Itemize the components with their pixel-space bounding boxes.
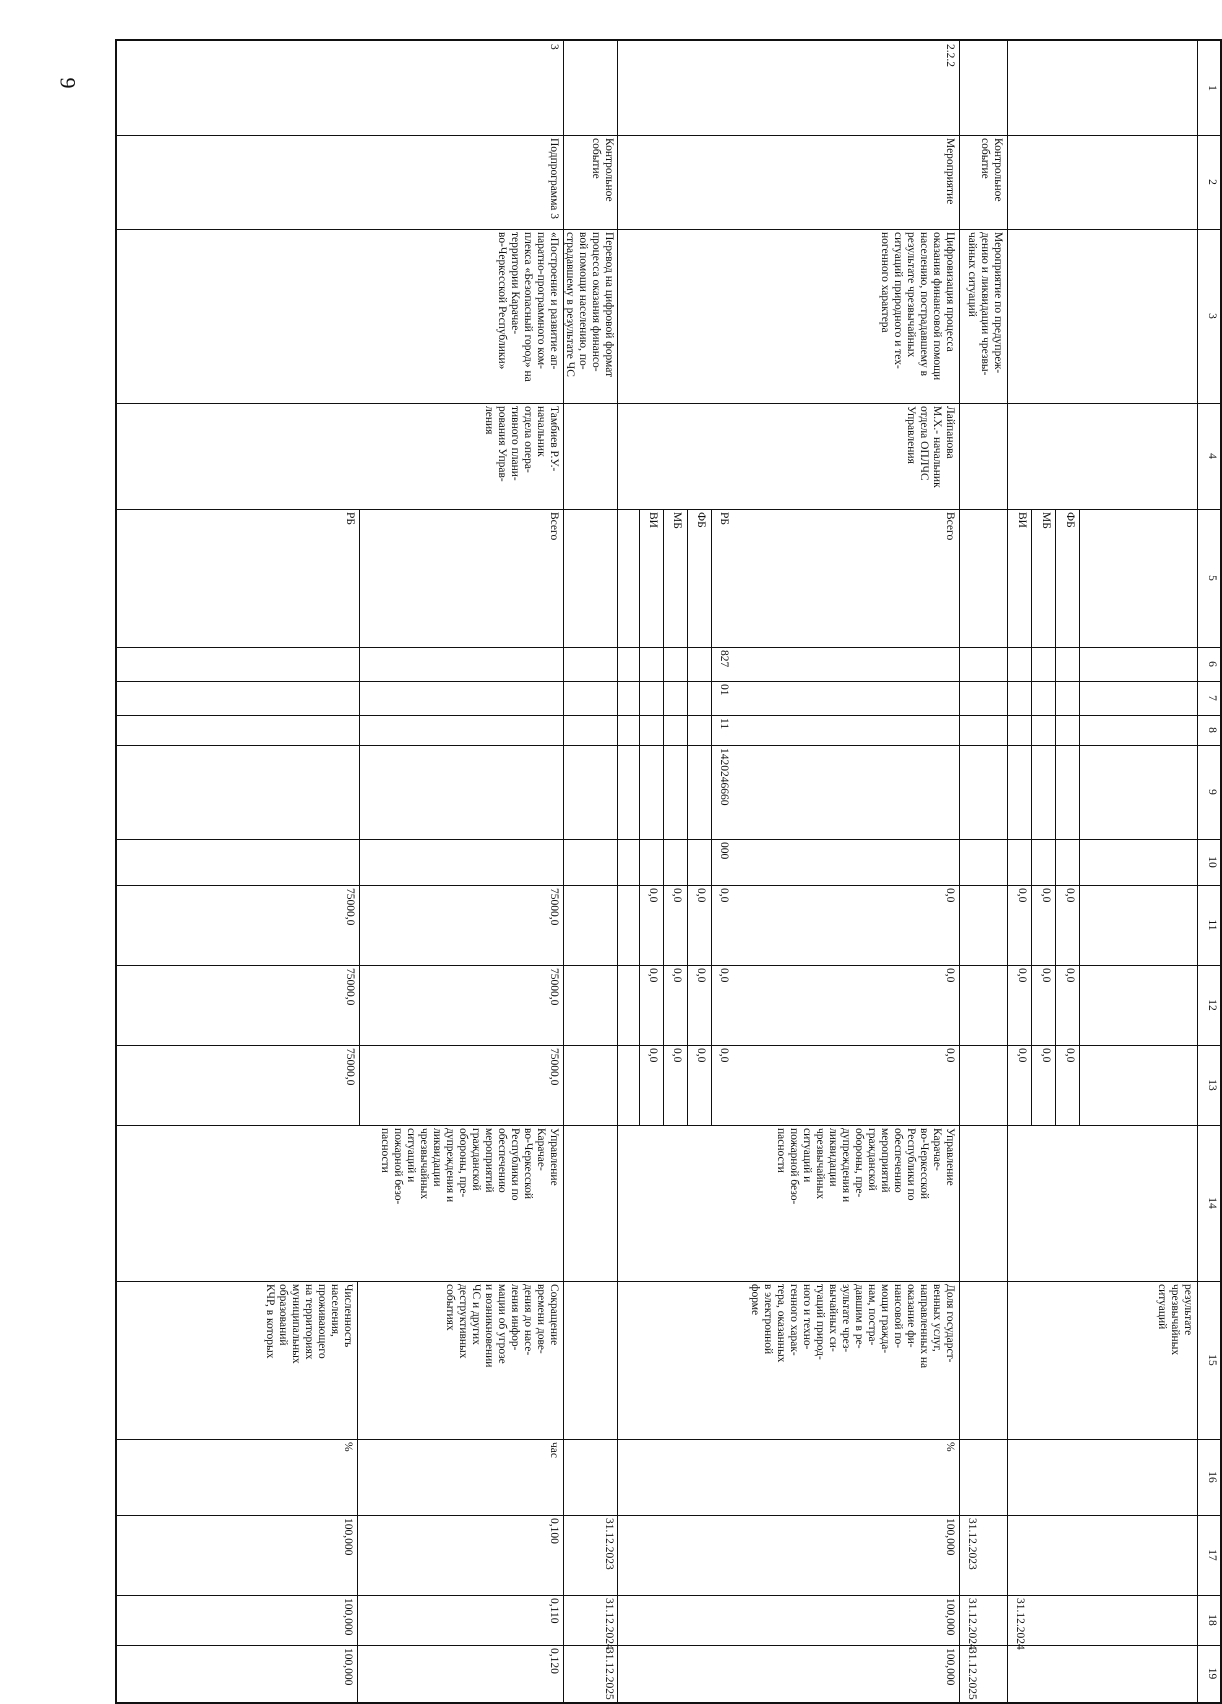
r6-responsible: Тамбиев Р.У.- начальник отдела опера- тивного плани- рования Управ- ления [483, 406, 560, 482]
r4-rb-vr: 000 [718, 842, 730, 860]
r6-unit-2: % [342, 1442, 354, 1452]
r4-value-17: 100,000 [944, 1518, 956, 1556]
sub-row-divider [711, 509, 712, 1125]
r2-src-mb: МБ [1040, 512, 1052, 529]
row-divider [1197, 39, 1198, 1704]
r2-c11-vi: 0,0 [1016, 888, 1028, 903]
r4-value-19: 100,000 [944, 1648, 956, 1686]
r2-date-18: 31.12.2024 [1014, 1598, 1026, 1650]
r4-vi-13: 0,0 [647, 1048, 659, 1063]
r4-rb-13: 0,0 [718, 1048, 730, 1063]
r3-name: Мероприятие по предупреж- дению и ликвидации чрезвы- чайных ситуаций [966, 232, 1004, 376]
r6-value2-18: 100,000 [342, 1598, 354, 1636]
r5-date-17: 31.12.2023 [603, 1518, 615, 1570]
col-header-18: 18 [1206, 1614, 1218, 1626]
r6-src-rb: РБ [344, 512, 356, 525]
r2-c11-fb: 0,0 [1064, 888, 1076, 903]
r5-date-19: 31.12.2025 [603, 1648, 615, 1700]
col-divider [115, 1439, 1222, 1440]
sub-row-divider [359, 509, 360, 1125]
r4-indicator: Доля государст- венных услуг, направленных на оказание фи- нансовой по- мощи гражда- нам, постра- давшим в ре- зультате чрез- вычайных си- туаций природ- ного и техно- генного харак- тера, оказанных в электронной форме [749, 1284, 956, 1369]
r4-fb-13: 0,0 [695, 1048, 707, 1063]
r1-indicator: результате чрезвычайных ситуаций [1156, 1284, 1194, 1356]
r4-mb-11: 0,0 [671, 888, 683, 903]
row-divider [959, 39, 960, 1704]
row-divider [617, 39, 618, 1704]
r2-c11-mb: 0,0 [1040, 888, 1052, 903]
r4-number: 2.2.2 [944, 44, 956, 67]
col-divider [115, 229, 1222, 230]
r4-src-mb: МБ [671, 512, 683, 529]
r6-value-18: 0,110 [548, 1598, 560, 1624]
sub-row-divider [1031, 509, 1032, 1125]
r6-rb-12: 75000,0 [344, 968, 356, 1006]
r6-value2-17: 100,000 [342, 1518, 354, 1556]
r6-number: 3 [548, 44, 560, 50]
r2-c13-vi: 0,0 [1016, 1048, 1028, 1063]
r4-mb-12: 0,0 [671, 968, 683, 983]
r6-executor: Управление Карачае- во-Черкесской Республики по обеспечению мероприятий гражданской обороны, пре- дупреждения и ликвидации чрезвычайных ситуаций и пожарной безо- пасности [379, 1128, 560, 1205]
col-header-1: 1 [1206, 85, 1218, 91]
r4-type: Мероприятие [944, 138, 956, 205]
col-header-3: 3 [1206, 313, 1218, 319]
col-header-6: 6 [1206, 661, 1218, 667]
r4-rb-12: 0,0 [718, 968, 730, 983]
r6-value2-19: 100,000 [342, 1648, 354, 1686]
col-divider [115, 1595, 1222, 1596]
r3-date-18: 31.12.2024 [966, 1598, 978, 1650]
r4-vi-11: 0,0 [647, 888, 659, 903]
col-header-8: 8 [1206, 727, 1218, 733]
r4-rb-rz: 01 [718, 684, 730, 696]
table-border-bottom [115, 39, 117, 1704]
col-header-12: 12 [1206, 999, 1218, 1011]
r6-total-13: 75000,0 [548, 1048, 560, 1086]
r3-type: Контрольное событие [979, 138, 1004, 202]
r4-total-label: Всего [944, 512, 956, 541]
r5-date-18: 31.12.2024 [603, 1598, 615, 1650]
col-divider [115, 1645, 1222, 1646]
col-divider [115, 1281, 1222, 1282]
r2-src-fb: ФБ [1064, 512, 1076, 528]
col-header-11: 11 [1206, 919, 1218, 931]
col-header-16: 16 [1206, 1471, 1218, 1483]
col-header-19: 19 [1206, 1667, 1218, 1680]
r4-rb-pr: 11 [718, 718, 730, 730]
r4-src-vi: ВИ [647, 512, 659, 528]
budget-table [115, 39, 1222, 1704]
r6-name: «Построение и развитие ап- паратно-программного ком- плекса «Безопасный город» на территории Карачае- во-Черкесской Республики» [496, 232, 560, 382]
r6-type: Подпрограмма 3 [548, 138, 560, 220]
r2-c12-vi: 0,0 [1016, 968, 1028, 983]
col-divider [115, 1125, 1222, 1126]
col-header-4: 4 [1206, 453, 1218, 459]
r4-rb-11: 0,0 [718, 888, 730, 903]
sub-row-divider [1079, 509, 1080, 1125]
r6-total-label: Всего [548, 512, 560, 541]
r6-total-11: 75000,0 [548, 888, 560, 926]
page-number: 9 [55, 77, 81, 89]
r4-fb-11: 0,0 [695, 888, 707, 903]
r4-fb-12: 0,0 [695, 968, 707, 983]
r6-total-12: 75000,0 [548, 968, 560, 1006]
col-header-17: 17 [1206, 1549, 1218, 1561]
col-divider [115, 135, 1222, 136]
col-header-15: 15 [1206, 1354, 1218, 1366]
r2-c13-mb: 0,0 [1040, 1048, 1052, 1063]
r4-unit: % [944, 1442, 956, 1452]
r6-indicator: Сокращение времени дове- дения до насе- ления инфор- мации об угрозе и возникновении ЧС и других деструктивных событиях [444, 1284, 560, 1368]
r6-value-19: 0,120 [548, 1648, 560, 1674]
r3-date-19: 31.12.2025 [966, 1648, 978, 1700]
sub-row-divider [639, 509, 640, 1125]
r4-total-12: 0,0 [944, 968, 956, 983]
r3-date-17: 31.12.2023 [966, 1518, 978, 1570]
col-header-14: 14 [1206, 1197, 1218, 1209]
sub-row-divider [1055, 509, 1056, 1125]
r2-c12-mb: 0,0 [1040, 968, 1052, 983]
col-divider [115, 403, 1222, 404]
r6-rb-11: 75000,0 [344, 888, 356, 926]
r2-c12-fb: 0,0 [1064, 968, 1076, 983]
sub-row-divider [663, 509, 664, 1125]
r4-src-fb: ФБ [695, 512, 707, 528]
row-divider [1007, 39, 1008, 1704]
col-header-13: 13 [1206, 1079, 1218, 1091]
r5-type: Контрольное событие [590, 138, 615, 202]
r4-src-rb: РБ [718, 512, 730, 525]
r4-total-11: 0,0 [944, 888, 956, 903]
r4-rb-grbs: 827 [718, 650, 730, 668]
col-header-2: 2 [1206, 179, 1218, 185]
r5-name: Перевод на цифровой формат процесса оказания финансо- вой помощи населению, по- страдавшему в результате ЧС [564, 232, 615, 378]
r4-vi-12: 0,0 [647, 968, 659, 983]
r2-c13-fb: 0,0 [1064, 1048, 1076, 1063]
table-border-left [115, 39, 1222, 41]
r4-mb-13: 0,0 [671, 1048, 683, 1063]
r2-src-vi: ВИ [1016, 512, 1028, 528]
r6-rb-13: 75000,0 [344, 1048, 356, 1086]
r4-executor: Управление Карачае- во-Черкесской Республики по обеспечению мероприятий гражданской обороны, пре- дупреждения и ликвидации чрезвычайных ситуаций и пожарной безо- пасности [775, 1128, 956, 1205]
r6-indicator-2: Численность населения, проживающего на территориях муниципальных образований КЧР, в которых [264, 1284, 354, 1364]
col-header-9: 9 [1206, 789, 1218, 795]
col-header-10: 10 [1206, 856, 1218, 868]
r6-unit: час [548, 1442, 560, 1458]
sub-row-divider [357, 1281, 358, 1704]
r4-total-13: 0,0 [944, 1048, 956, 1063]
sub-row-divider [687, 509, 688, 1125]
r4-name: Цифровизация процесса оказания финансовой помощи населению, пострадавшему в результате чрезвычайных ситуаций природного и тех- ногенного характера [879, 232, 956, 381]
col-divider [115, 1515, 1222, 1516]
r4-responsible: Лайпанова М.Х.- начальник отдела ОПЛЧС Управления [905, 406, 956, 488]
r4-rb-csr: 1420246660 [718, 748, 730, 806]
r4-value-18: 100,000 [944, 1598, 956, 1636]
col-header-7: 7 [1206, 695, 1218, 701]
r6-value-17: 0,100 [548, 1518, 560, 1544]
col-header-5: 5 [1206, 575, 1218, 581]
